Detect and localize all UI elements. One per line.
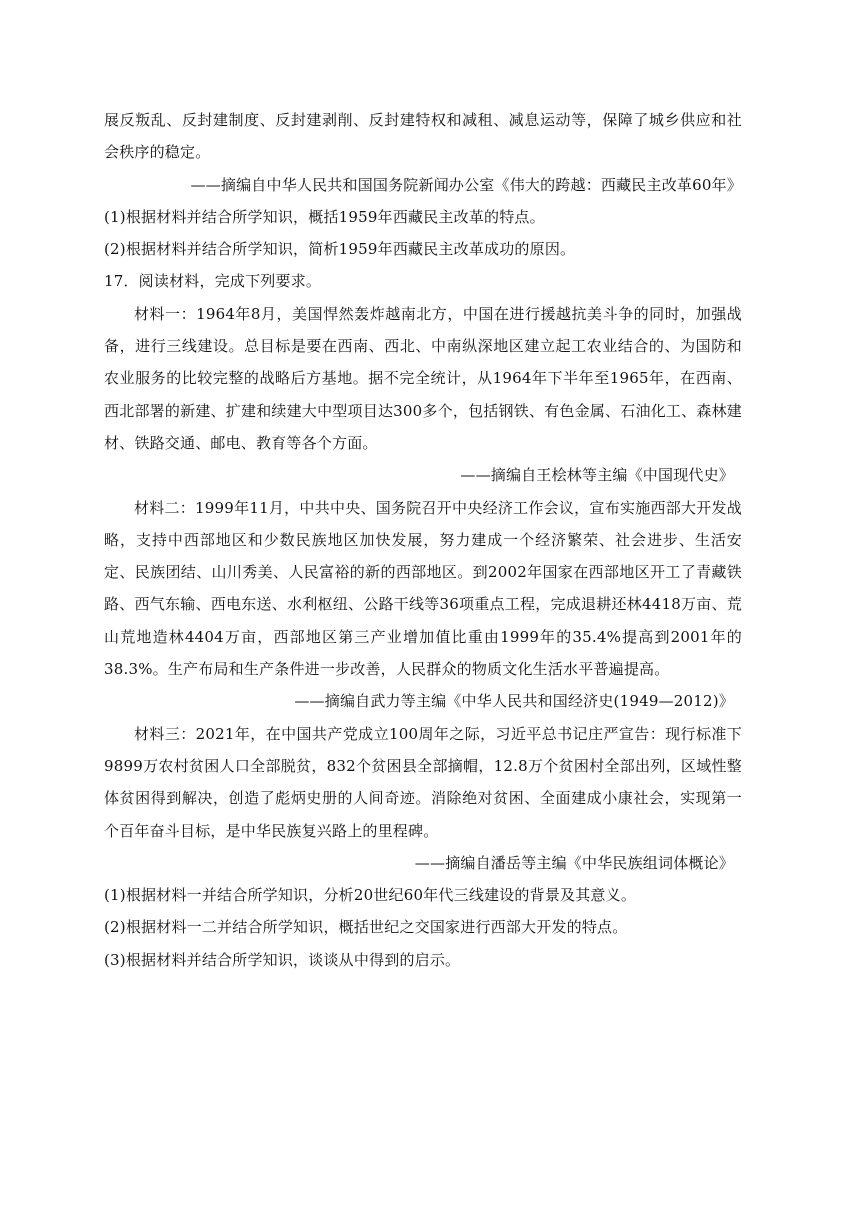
material-2-paragraph: 材料二：1999年11月，中共中央、国务院召开中央经济工作会议，宣布实施西部大开发战略，支持中西部地区和少数民族地区加快发展，努力建成一个经济繁荣、社会进步、生活安定、民族团结、山川秀美、人民富裕的新的西部地区。到2002年国家在西部地区开工了青藏铁路、西气东输、西电东送、水利枢纽、公路干线等36项重点工程，完成退耕还林4418万亩、荒山荒地造林4404万亩，西部地区第三产业增加值比重由1999年的35.4%提高到2001年的38.3%。生产布局和生产条件进一步改善，人民群众的物质文化生活水平普遍提高。	[104, 498, 742, 679]
source-citation: ——摘编自中华人民共和国国务院新闻办公室《伟大的跨越：西藏民主改革60年》	[190, 175, 742, 194]
question-16-2: (2)根据材料并结合所学知识，简析1959年西藏民主改革成功的原因。	[104, 240, 576, 259]
question-17-2: (2)根据材料一二并结合所学知识，概括世纪之交国家进行西部大开发的特点。	[104, 918, 628, 937]
question-17-1: (1)根据材料一并结合所学知识，分析20世纪60年代三线建设的背景及其意义。	[104, 886, 637, 905]
question-17-heading: 17．阅读材料，完成下列要求。	[104, 272, 322, 291]
material-3-paragraph: 材料三：2021年，在中国共产党成立100周年之际，习近平总书记庄严宣告：现行标准下9899万农村贫困人口全部脱贫，832个贫困县全部摘帽，12.8万个贫困村全部出列，区域性整体贫困得到解决，创造了彪炳史册的人间奇迹。消除绝对贫困、全面建成小康社会，实现第一个百年奋斗目标，是中华民族复兴路上的里程碑。	[104, 724, 742, 840]
question-16-1: (1)根据材料并结合所学知识，概括1959年西藏民主改革的特点。	[104, 207, 545, 226]
document-body	[104, 104, 742, 976]
material-2-source: ——摘编自武力等主编《中华人民共和国经济史(1949—2012)》	[294, 692, 734, 711]
question-17-3: (3)根据材料并结合所学知识，谈谈从中得到的启示。	[104, 950, 461, 969]
material-1-source: ——摘编自王桧林等主编《中国现代史》	[460, 466, 734, 485]
material-continuation-paragraph: 展反叛乱、反封建制度、反封建剥削、反封建特权和减租、减息运动等，保障了城乡供应和社会秩序的稳定。	[104, 111, 742, 162]
material-3-source: ——摘编自潘岳等主编《中华民族组词体概论》	[414, 853, 734, 872]
material-1-paragraph: 材料一：1964年8月，美国悍然轰炸越南北方，中国在进行援越抗美斗争的同时，加强战备，进行三线建设。总目标是要在西南、西北、中南纵深地区建立起工农业结合的、为国防和农业服务的比较完整的战略后方基地。据不完全统计，从1964年下半年至1965年，在西南、西北部署的新建、扩建和续建大中型项目达300多个，包括钢铁、有色金属、石油化工、森林建材、铁路交通、邮电、教育等各个方面。	[104, 304, 742, 452]
